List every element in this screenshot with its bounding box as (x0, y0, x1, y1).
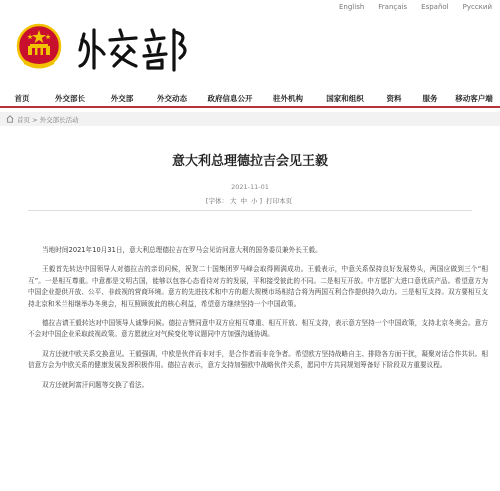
divider (28, 210, 472, 211)
language-bar (339, 3, 492, 11)
nav-missions-abroad[interactable]: 驻外机构 (273, 93, 303, 103)
article-paragraph: 双方还就中欧关系交换意见。王毅强调，中欧是伙伴而非对手，是合作者而非竞争者。希望欧方坚持战略自主、排除各方面干扰，凝聚对话合作共识。相信意方会为中欧关系的健康发展发挥积极作用。德拉吉表示，意方支持加强欧中战略伙伴关系，愿同中方共同规划筹备好下阶段双方重要议程。 (28, 349, 488, 370)
home-icon (6, 115, 14, 123)
nav-resources[interactable]: 资料 (386, 93, 402, 103)
nav-diplomatic-news[interactable]: 外交动态 (157, 93, 187, 103)
font-label: [字体： (205, 197, 228, 205)
article-paragraph: 王毅首先转达中国领导人对德拉吉的亲切问候，祝贺二十国集团罗马峰会取得圆满成功。王毅表示，中意关系保持良好发展势头，两国应做到三个“相互”。一是相互尊重。中意都是文明古国，能够以包容心态看待对方的发展，平和接受彼此的不同。二是相互开放。中方愿扩大进口意优质产品。希望意方为中国企业提供开放、公平、非歧视的营商环境。意方的先进技术和中方的超大规模市场相结合将为两国互利合作提供持久动力。三是相互支持。双方要相互支持北京和米兰相继举办冬奥会，相互照顾彼此的核心利益，希望意方继续坚持一个中国政策。 (28, 265, 488, 308)
nav-countries-orgs[interactable]: 国家和组织 (326, 93, 364, 103)
font-large-button[interactable]: 大 (229, 197, 237, 205)
nav-home[interactable]: 首页 (14, 93, 30, 103)
lang-english[interactable]: English (339, 3, 365, 11)
article-title: 意大利总理德拉吉会见王毅 (171, 154, 328, 169)
nav-gov-info[interactable]: 政府信息公开 (207, 93, 253, 103)
ministry-logo-calligraphy (76, 20, 196, 76)
lang-russian[interactable]: Русский (462, 3, 492, 11)
article-paragraph: 当地时间2021年10月31日，意大利总理德拉吉在罗马会见访问意大利的国务委员兼外长王毅。 (42, 246, 322, 254)
print-button[interactable]: 打印本页 (266, 197, 293, 205)
article-paragraph: 德拉吉请王毅转达对中国领导人诚挚问候。德拉吉赞同意中双方应相互尊重、相互开放、相互支持，表示意方坚持一个中国政策，支持北京冬奥会。意方不会对中国企业采取歧视政策。意方愿就应对气候变化等议题同中方加强沟通协调。 (28, 319, 488, 339)
font-close-bracket: ] (259, 197, 262, 205)
main-nav (0, 90, 500, 108)
nav-mobile-client[interactable]: 移动客户端 (455, 93, 493, 103)
breadcrumb (0, 112, 500, 126)
font-medium-button[interactable]: 中 (240, 197, 247, 205)
nav-foreign-minister[interactable]: 外交部长 (55, 93, 85, 103)
breadcrumb-text[interactable]: 首页 > 外交部长活动 (17, 115, 79, 124)
article-body (28, 245, 488, 399)
font-size-controls (0, 196, 500, 205)
national-emblem-icon[interactable] (12, 22, 66, 74)
font-small-button[interactable]: 小 (250, 197, 258, 205)
article-date: 2021-11-01 (231, 183, 269, 191)
lang-french[interactable]: Français (378, 3, 408, 11)
lang-spanish[interactable]: Español (421, 3, 449, 11)
nav-services[interactable]: 服务 (422, 93, 438, 103)
article-paragraph: 双方还就阿富汗问题等交换了看法。 (42, 380, 149, 389)
nav-ministry[interactable]: 外交部 (110, 93, 134, 103)
